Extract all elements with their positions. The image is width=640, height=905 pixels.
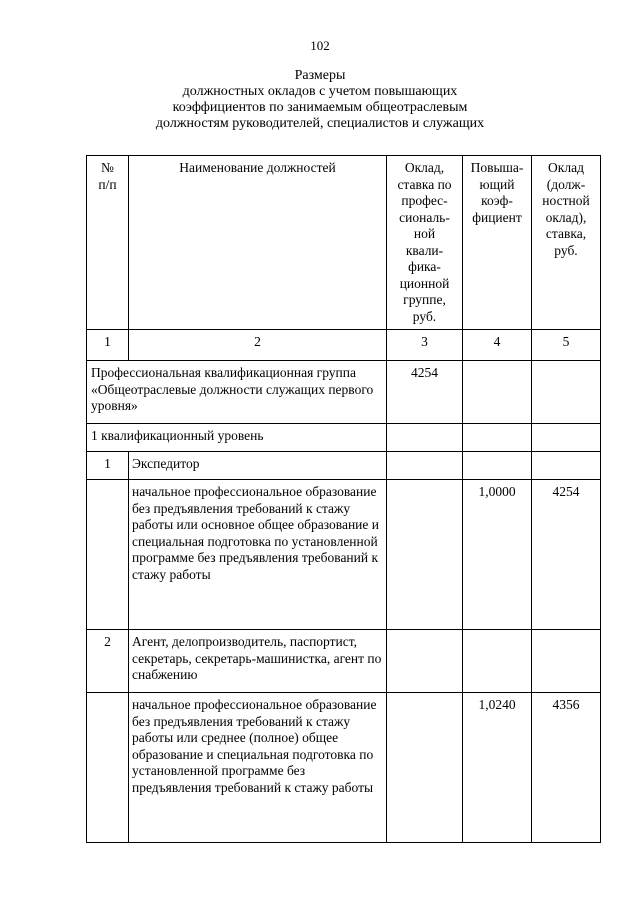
title-line: Размеры bbox=[294, 68, 346, 83]
header-line: коэф- bbox=[481, 193, 513, 208]
header-line: Наименование должностей bbox=[179, 160, 336, 175]
requirement-text: начальное профессиональное образование без предъявления требований к стажу работы или основное общее образование и специальная подготовка по установленной программе без предъявления требований к стажу работы bbox=[129, 480, 387, 630]
empty-cell bbox=[463, 424, 532, 452]
position-number: 2 bbox=[87, 630, 129, 693]
header-line: (долж- bbox=[546, 176, 586, 192]
empty-cell bbox=[387, 480, 463, 630]
header-line: оклад), bbox=[545, 209, 587, 225]
empty-cell bbox=[532, 452, 601, 480]
empty-cell bbox=[387, 424, 463, 452]
header-line: фициент bbox=[472, 209, 522, 225]
column-index: 3 bbox=[387, 330, 463, 361]
position-row bbox=[87, 630, 601, 693]
header-line: профес- bbox=[401, 193, 448, 208]
empty-cell bbox=[532, 424, 601, 452]
requirement-row bbox=[87, 480, 601, 630]
group-name: Профессиональная квалификационная группа «Общеотраслевые должности служащих первого уровня» bbox=[87, 361, 387, 424]
qualification-level: 1 квалификационный уровень bbox=[87, 424, 387, 452]
header-line: ющий bbox=[479, 176, 515, 192]
column-index: 2 bbox=[129, 330, 387, 361]
coefficient-value: 1,0240 bbox=[463, 693, 532, 843]
header-line: руб. bbox=[412, 308, 437, 324]
empty-cell bbox=[532, 361, 601, 424]
empty-cell bbox=[87, 693, 129, 843]
header-line: руб. bbox=[554, 242, 578, 258]
requirement-text: начальное профессиональное образование без предъявления требований к стажу работы или среднее (полное) общее образование и специальная подготовка по установленной программе без предъявления требований к стажу работы bbox=[129, 693, 387, 843]
empty-cell bbox=[87, 480, 129, 630]
empty-cell bbox=[387, 452, 463, 480]
empty-cell bbox=[463, 630, 532, 693]
header-row bbox=[87, 156, 601, 330]
header-line: группе, bbox=[403, 292, 446, 307]
column-index: 1 bbox=[87, 330, 129, 361]
header-line: № bbox=[101, 160, 114, 175]
header-line: ционной bbox=[399, 275, 450, 291]
header-position-name bbox=[129, 156, 387, 330]
header-line: ставка, bbox=[545, 226, 587, 241]
header-line: квали- bbox=[405, 242, 444, 258]
column-index-row bbox=[87, 330, 601, 361]
header-line: сиональ- bbox=[399, 209, 450, 225]
header-line: Оклад bbox=[548, 160, 584, 175]
header-line: Оклад, bbox=[404, 160, 445, 175]
empty-cell bbox=[387, 630, 463, 693]
empty-cell bbox=[387, 693, 463, 843]
coefficient-value: 1,0000 bbox=[463, 480, 532, 630]
salary-value: 4254 bbox=[532, 480, 601, 630]
column-index: 5 bbox=[532, 330, 601, 361]
title-line: коэффициентов по занимаемым общеотраслевым bbox=[172, 100, 468, 115]
empty-cell bbox=[463, 361, 532, 424]
header-line: ностной bbox=[542, 193, 590, 208]
level-row bbox=[87, 424, 601, 452]
header-line: п/п bbox=[98, 176, 117, 192]
empty-cell bbox=[463, 452, 532, 480]
group-row bbox=[87, 361, 601, 424]
requirement-row bbox=[87, 693, 601, 843]
position-title: Агент, делопроизводитель, паспортист, секретарь, секретарь-машинистка, агент по снабжению bbox=[129, 630, 387, 693]
column-index: 4 bbox=[463, 330, 532, 361]
group-salary: 4254 bbox=[387, 361, 463, 424]
position-title: Экспедитор bbox=[129, 452, 387, 480]
title-line: должностям руководителей, специалистов и служащих bbox=[155, 116, 485, 131]
salary-value: 4356 bbox=[532, 693, 601, 843]
header-line: ной bbox=[413, 226, 436, 241]
header-final-salary bbox=[532, 156, 601, 330]
position-number: 1 bbox=[87, 452, 129, 480]
page-number: 102 bbox=[310, 38, 330, 53]
empty-cell bbox=[532, 630, 601, 693]
header-coefficient bbox=[463, 156, 532, 330]
header-line: Повыша- bbox=[470, 160, 524, 175]
salary-table bbox=[86, 155, 601, 843]
header-group-salary bbox=[387, 156, 463, 330]
title-line: должностных окладов с учетом повышающих bbox=[182, 84, 458, 99]
header-number bbox=[87, 156, 129, 330]
header-line: фика- bbox=[408, 259, 441, 274]
position-row bbox=[87, 452, 601, 480]
document-title bbox=[0, 68, 640, 132]
header-line: ставка по bbox=[397, 176, 452, 192]
